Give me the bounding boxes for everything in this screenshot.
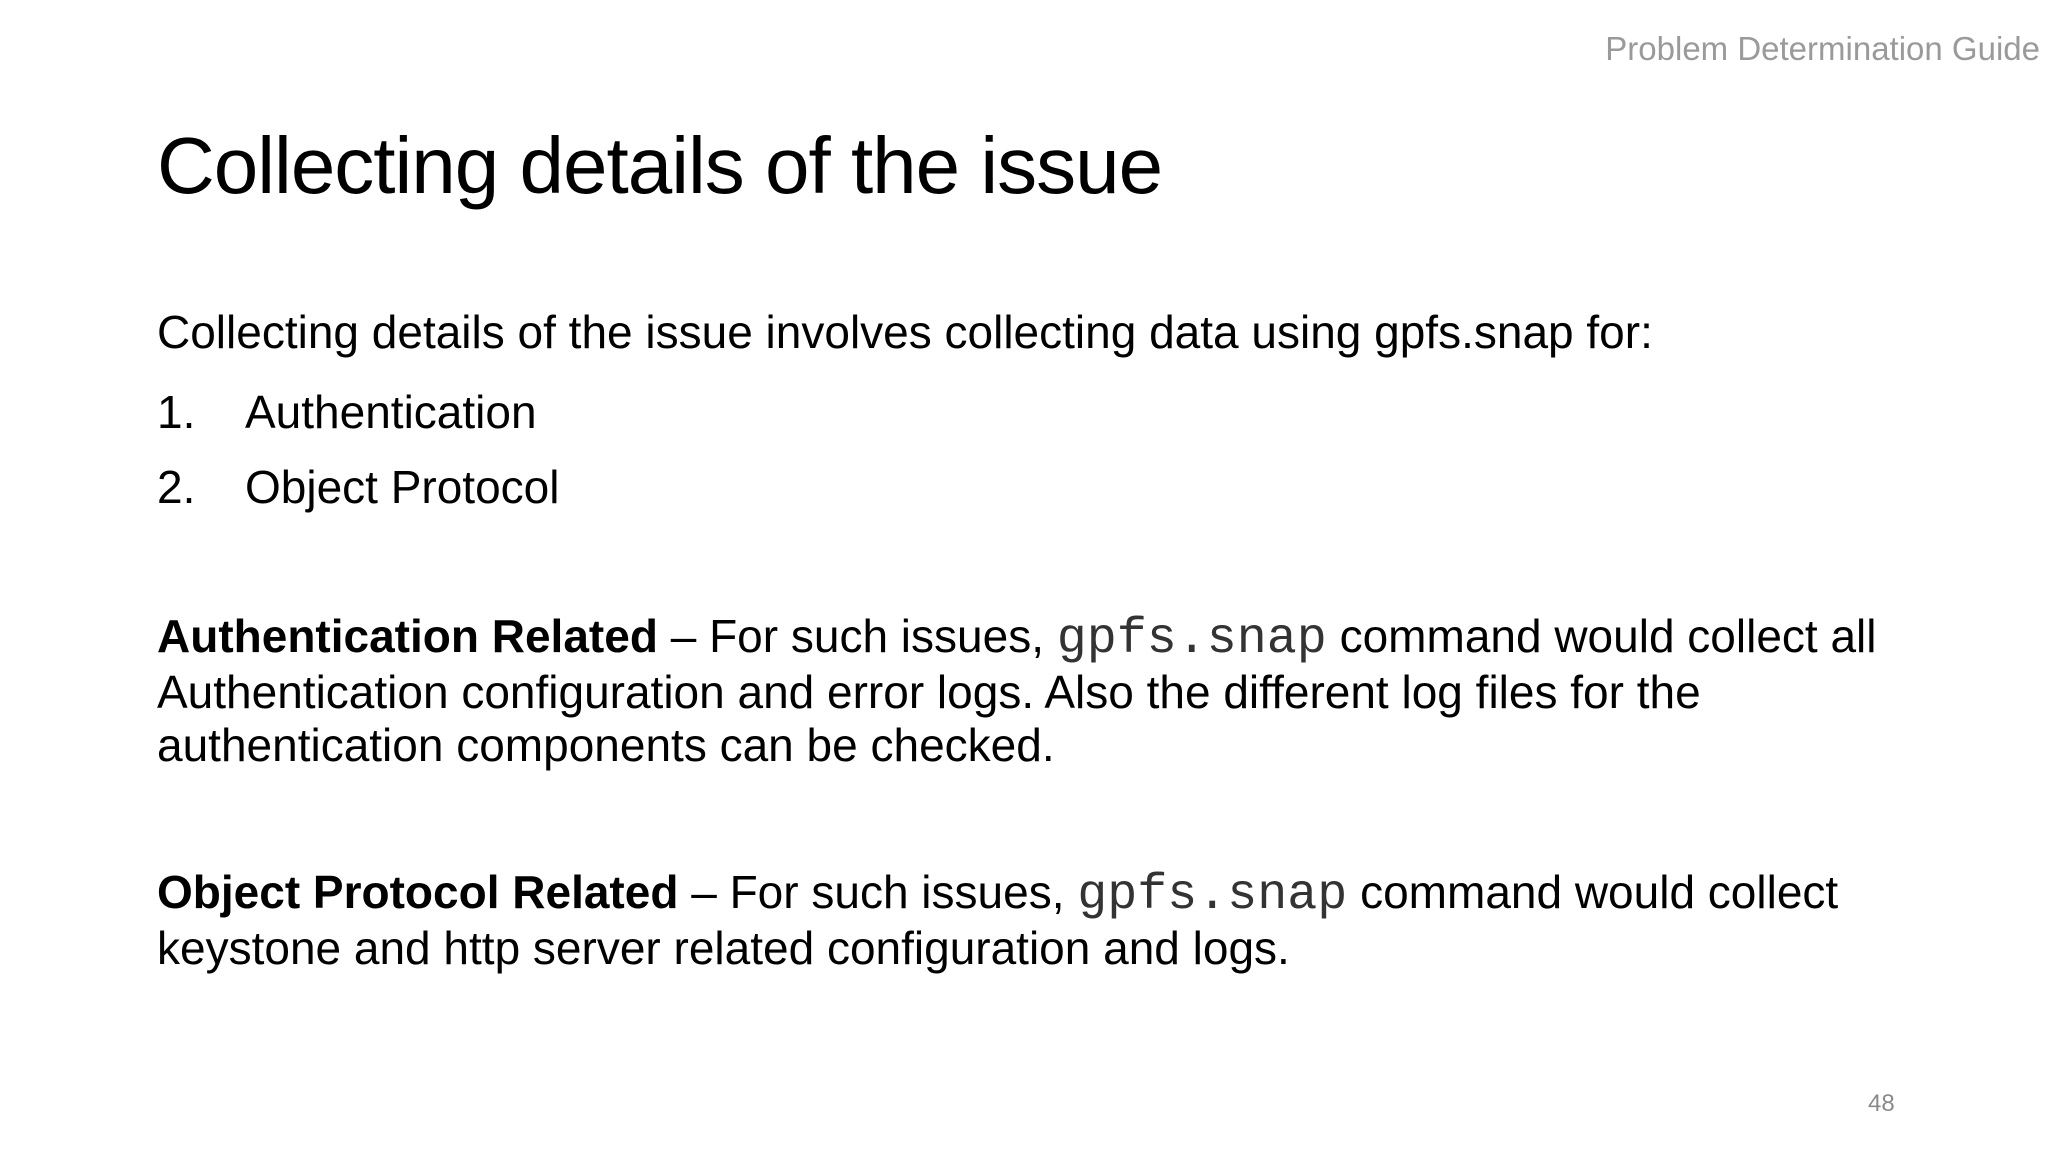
list-item-number: 1. [157, 386, 196, 438]
numbered-list [157, 375, 559, 525]
header-label: Problem Determination Guide [1605, 30, 2040, 67]
object-protocol-dash-text: – For such issues, [678, 866, 1078, 918]
list-item-number: 2. [157, 461, 196, 513]
authentication-dash-text: – For such issues, [657, 610, 1057, 662]
list-item-text: Object Protocol [245, 461, 560, 513]
list-item [157, 375, 559, 450]
authentication-paragraph [157, 610, 1957, 772]
object-protocol-rest-text: command would collect keystone and http server related configuration and logs. [157, 866, 1839, 974]
authentication-command: gpfs.snap [1056, 611, 1327, 668]
page-number: 48 [1868, 1090, 1895, 1117]
object-protocol-command: gpfs.snap [1077, 867, 1348, 924]
object-protocol-paragraph [157, 866, 1957, 975]
authentication-rest-text: command would collect all Authentication configuration and error logs. Also the different log files for the authentication components can be checked. [157, 610, 1877, 771]
authentication-heading: Authentication Related [157, 610, 658, 662]
list-item [157, 450, 559, 525]
object-protocol-heading: Object Protocol Related [157, 866, 679, 918]
intro-text: Collecting details of the issue involves collecting data using gpfs.snap for: [157, 306, 1653, 358]
slide-title: Collecting details of the issue [157, 121, 1163, 210]
list-item-text: Authentication [245, 386, 537, 438]
